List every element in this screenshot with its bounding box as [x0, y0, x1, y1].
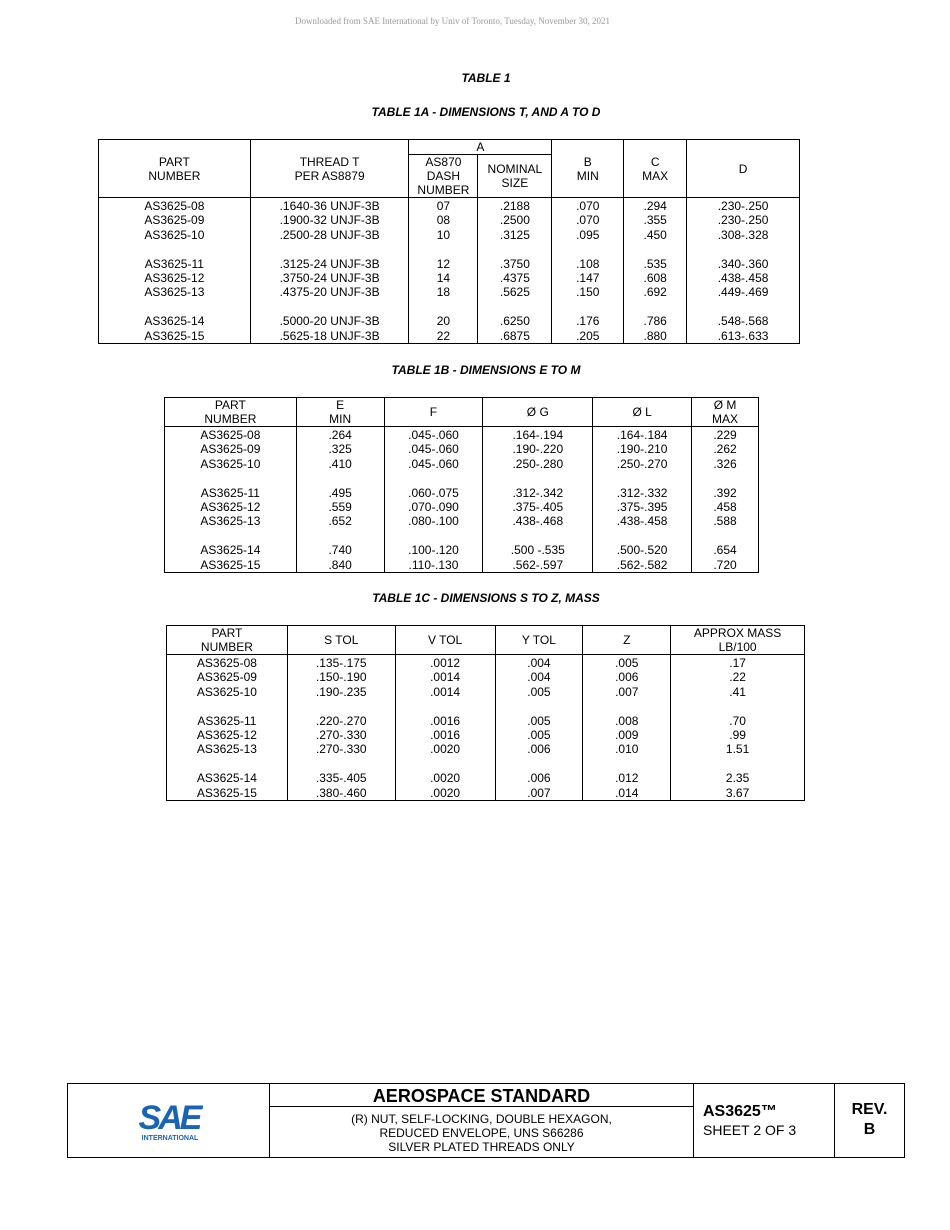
table-cell: .0020: [395, 742, 495, 756]
table-cell: .5000-20 UNJF-3B: [250, 314, 409, 328]
table-cell: .438-.458: [593, 514, 692, 528]
spacer-cell: [395, 699, 495, 713]
table-cell: .005: [583, 655, 671, 671]
table-cell: .562-.582: [593, 558, 692, 573]
header-approx-mass: APPROX MASS LB/100: [671, 626, 805, 655]
spacer-cell: [395, 757, 495, 771]
table-cell: .230-.250: [687, 198, 800, 214]
table-row: [167, 670, 805, 684]
table-cell: .786: [624, 314, 687, 328]
table-cell: .270-.330: [287, 728, 395, 742]
table-cell: .375-.405: [483, 500, 593, 514]
table-cell: AS3625-11: [99, 257, 251, 271]
table-row: [167, 655, 805, 671]
table-cell: .880: [624, 329, 687, 344]
table-cell: .3750: [478, 257, 552, 271]
spacer-cell: [495, 699, 583, 713]
table-cell: .410: [296, 457, 384, 471]
table-cell: AS3625-08: [165, 427, 297, 443]
table-row: [99, 329, 800, 344]
table-cell: .5625-18 UNJF-3B: [250, 329, 409, 344]
table-cell: .250-.270: [593, 457, 692, 471]
table-cell: .176: [552, 314, 624, 328]
spacer-cell: [296, 471, 384, 485]
table-cell: .045-.060: [384, 442, 483, 456]
spacer-cell: [250, 242, 409, 256]
table-cell: .4375-20 UNJF-3B: [250, 285, 409, 299]
spacer-cell: [583, 699, 671, 713]
table-cell: .262: [692, 442, 759, 456]
spacer-cell: [250, 300, 409, 314]
table-cell: .608: [624, 271, 687, 285]
table-1a: [98, 139, 800, 344]
table-cell: .190-.210: [593, 442, 692, 456]
table-cell: AS3625-08: [99, 198, 251, 214]
header-part-number: PART NUMBER: [165, 398, 297, 427]
table-cell: .380-.460: [287, 786, 395, 801]
header-v-tol: V TOL: [395, 626, 495, 655]
table-cell: .0020: [395, 771, 495, 785]
document-cell: [694, 1084, 835, 1157]
spacer-cell: [99, 242, 251, 256]
spacer-cell: [165, 471, 297, 485]
standard-heading: AEROSPACE STANDARD: [270, 1084, 693, 1107]
header-part-number: PART NUMBER: [99, 140, 251, 198]
table-cell: .2188: [478, 198, 552, 214]
group-spacer: [167, 699, 805, 713]
header-dia-m-max: Ø M MAX: [692, 398, 759, 427]
table-cell: .012: [583, 771, 671, 785]
table-cell: .2500-28 UNJF-3B: [250, 228, 409, 242]
table-cell: .270-.330: [287, 742, 395, 756]
table-cell: AS3625-11: [165, 486, 297, 500]
table-cell: .340-.360: [687, 257, 800, 271]
table-cell: .008: [583, 714, 671, 728]
table-cell: .654: [692, 543, 759, 557]
table-cell: .613-.633: [687, 329, 800, 344]
group-spacer: [165, 471, 759, 485]
spacer-cell: [296, 529, 384, 543]
table-cell: AS3625-14: [167, 771, 288, 785]
table-row: [165, 457, 759, 471]
table-1b-title: TABLE 1B - DIMENSIONS E TO M: [391, 363, 581, 377]
description-line: REDUCED ENVELOPE, UNS S66286: [379, 1126, 584, 1140]
table-cell: .375-.395: [593, 500, 692, 514]
table-cell: .562-.597: [483, 558, 593, 573]
table-cell: .100-.120: [384, 543, 483, 557]
title-block: [67, 1083, 905, 1158]
header-dia-l: Ø L: [593, 398, 692, 427]
table-cell: .006: [495, 771, 583, 785]
sae-logo-text: SAE: [138, 1099, 200, 1137]
table-cell: AS3625-09: [165, 442, 297, 456]
table-cell: AS3625-08: [167, 655, 288, 671]
group-spacer: [99, 300, 800, 314]
table-row: [99, 198, 800, 214]
table-cell: .250-.280: [483, 457, 593, 471]
table-cell: .070: [552, 213, 624, 227]
table-row: [167, 685, 805, 699]
table-cell: .450: [624, 228, 687, 242]
table-cell: .1900-32 UNJF-3B: [250, 213, 409, 227]
sae-logo-icon: [136, 1099, 206, 1143]
table-row: [99, 285, 800, 299]
table-cell: 2.35: [671, 771, 805, 785]
table-cell: .006: [583, 670, 671, 684]
spacer-cell: [478, 300, 552, 314]
spacer-cell: [671, 757, 805, 771]
spacer-cell: [583, 757, 671, 771]
group-spacer: [165, 529, 759, 543]
table-1a-title: TABLE 1A - DIMENSIONS T, AND A TO D: [371, 105, 601, 119]
spacer-cell: [483, 471, 593, 485]
header-e-min: E MIN: [296, 398, 384, 427]
spacer-cell: [593, 529, 692, 543]
spacer-cell: [692, 471, 759, 485]
header-dia-g: Ø G: [483, 398, 593, 427]
table-row: [167, 771, 805, 785]
table-cell: AS3625-13: [99, 285, 251, 299]
table-cell: .740: [296, 543, 384, 557]
table-cell: .335-.405: [287, 771, 395, 785]
table-cell: .3125-24 UNJF-3B: [250, 257, 409, 271]
table-cell: .060-.075: [384, 486, 483, 500]
table-cell: .1640-36 UNJF-3B: [250, 198, 409, 214]
table-cell: .135-.175: [287, 655, 395, 671]
table-row: [165, 427, 759, 443]
description-line: SILVER PLATED THREADS ONLY: [388, 1140, 575, 1154]
table-cell: .308-.328: [687, 228, 800, 242]
table-cell: .692: [624, 285, 687, 299]
spacer-cell: [552, 300, 624, 314]
table-cell: .392: [692, 486, 759, 500]
table-cell: .17: [671, 655, 805, 671]
table-cell: .0016: [395, 714, 495, 728]
table-cell: .264: [296, 427, 384, 443]
table-cell: .99: [671, 728, 805, 742]
revision-value: B: [863, 1121, 876, 1138]
table-cell: 12: [409, 257, 478, 271]
sae-logo-subtext: INTERNATIONAL: [141, 1135, 199, 1142]
table-cell: .0012: [395, 655, 495, 671]
table-cell: .652: [296, 514, 384, 528]
download-watermark: Downloaded from SAE International by Univ of Toronto, Tuesday, November 30, 2021: [294, 16, 611, 26]
table-cell: .326: [692, 457, 759, 471]
table-cell: .5625: [478, 285, 552, 299]
table-cell: .005: [495, 685, 583, 699]
group-spacer: [167, 757, 805, 771]
table-cell: .229: [692, 427, 759, 443]
table-cell: .006: [495, 742, 583, 756]
table-cell: .70: [671, 714, 805, 728]
spacer-cell: [483, 529, 593, 543]
table-cell: AS3625-15: [167, 786, 288, 801]
table-row: [167, 728, 805, 742]
table-cell: .045-.060: [384, 427, 483, 443]
description-line: (R) NUT, SELF-LOCKING, DOUBLE HEXAGON,: [351, 1112, 612, 1126]
table-cell: .559: [296, 500, 384, 514]
table-cell: .325: [296, 442, 384, 456]
table-cell: .220-.270: [287, 714, 395, 728]
table-1c-title: TABLE 1C - DIMENSIONS S TO Z, MASS: [372, 591, 600, 605]
table-row: [165, 442, 759, 456]
spacer-cell: [687, 300, 800, 314]
table-1-title: TABLE 1: [461, 71, 511, 85]
spacer-cell: [624, 300, 687, 314]
spacer-cell: [165, 529, 297, 543]
table-row: [167, 786, 805, 801]
table-cell: .164-.194: [483, 427, 593, 443]
table-cell: .0016: [395, 728, 495, 742]
table-cell: .108: [552, 257, 624, 271]
table-cell: .6875: [478, 329, 552, 344]
table-cell: .007: [495, 786, 583, 801]
table-cell: .312-.332: [593, 486, 692, 500]
table-cell: AS3625-10: [167, 685, 288, 699]
table-row: [165, 486, 759, 500]
table-cell: .2500: [478, 213, 552, 227]
table-cell: .535: [624, 257, 687, 271]
spacer-cell: [593, 471, 692, 485]
table-cell: .147: [552, 271, 624, 285]
table-cell: 3.67: [671, 786, 805, 801]
table-cell: .150-.190: [287, 670, 395, 684]
table-cell: 10: [409, 228, 478, 242]
sheet-number: SHEET 2 OF 3: [703, 1122, 797, 1138]
table-cell: .190-.235: [287, 685, 395, 699]
table-row: [165, 514, 759, 528]
table-cell: .004: [495, 670, 583, 684]
table-cell: .458: [692, 500, 759, 514]
header-f: F: [384, 398, 483, 427]
table-cell: .005: [495, 714, 583, 728]
table-cell: .840: [296, 558, 384, 573]
revision-label: REV.: [851, 1101, 888, 1118]
table-cell: AS3625-12: [167, 728, 288, 742]
table-1b: [164, 397, 759, 573]
spacer-cell: [692, 529, 759, 543]
table-cell: AS3625-09: [99, 213, 251, 227]
spacer-cell: [287, 699, 395, 713]
header-b-min: B MIN: [552, 140, 624, 198]
table-row: [99, 228, 800, 242]
table-cell: .014: [583, 786, 671, 801]
table-cell: AS3625-12: [99, 271, 251, 285]
table-cell: .720: [692, 558, 759, 573]
header-part-number: PART NUMBER: [167, 626, 288, 655]
header-c-max: C MAX: [624, 140, 687, 198]
table-cell: .438-.468: [483, 514, 593, 528]
table-cell: .548-.568: [687, 314, 800, 328]
table-cell: AS3625-14: [165, 543, 297, 557]
table-cell: AS3625-13: [165, 514, 297, 528]
document-number: AS3625™: [703, 1103, 777, 1120]
spacer-cell: [624, 242, 687, 256]
table-cell: AS3625-12: [165, 500, 297, 514]
spacer-cell: [167, 757, 288, 771]
table-cell: .312-.342: [483, 486, 593, 500]
header-d: D: [687, 140, 800, 198]
spacer-cell: [99, 300, 251, 314]
spacer-cell: [552, 242, 624, 256]
table-cell: AS3625-15: [165, 558, 297, 573]
table-cell: .205: [552, 329, 624, 344]
table-cell: .438-.458: [687, 271, 800, 285]
table-cell: 1.51: [671, 742, 805, 756]
spacer-cell: [687, 242, 800, 256]
table-row: [99, 314, 800, 328]
spacer-cell: [478, 242, 552, 256]
table-row: [99, 213, 800, 227]
table-cell: .6250: [478, 314, 552, 328]
header-a-group: A: [409, 140, 552, 155]
spacer-cell: [409, 300, 478, 314]
table-cell: 07: [409, 198, 478, 214]
table-cell: .164-.184: [593, 427, 692, 443]
table-cell: .110-.130: [384, 558, 483, 573]
table-cell: .010: [583, 742, 671, 756]
part-description: [270, 1107, 693, 1154]
table-cell: 14: [409, 271, 478, 285]
table-row: [165, 543, 759, 557]
spacer-cell: [495, 757, 583, 771]
table-cell: .588: [692, 514, 759, 528]
table-cell: AS3625-13: [167, 742, 288, 756]
table-cell: .095: [552, 228, 624, 242]
table-cell: AS3625-09: [167, 670, 288, 684]
header-s-tol: S TOL: [287, 626, 395, 655]
table-cell: .294: [624, 198, 687, 214]
spacer-cell: [167, 699, 288, 713]
logo-cell: [68, 1084, 270, 1157]
table-cell: 22: [409, 329, 478, 344]
table-cell: 20: [409, 314, 478, 328]
table-cell: AS3625-10: [165, 457, 297, 471]
table-cell: .495: [296, 486, 384, 500]
table-cell: 18: [409, 285, 478, 299]
table-row: [165, 500, 759, 514]
table-cell: .005: [495, 728, 583, 742]
table-cell: .150: [552, 285, 624, 299]
table-cell: 08: [409, 213, 478, 227]
table-cell: .0014: [395, 670, 495, 684]
spacer-cell: [384, 471, 483, 485]
table-cell: .0014: [395, 685, 495, 699]
table-cell: .500-.520: [593, 543, 692, 557]
header-z: Z: [583, 626, 671, 655]
table-row: [99, 257, 800, 271]
table-cell: .0020: [395, 786, 495, 801]
table-cell: .070: [552, 198, 624, 214]
spacer-cell: [409, 242, 478, 256]
table-row: [99, 271, 800, 285]
title-cell: [270, 1084, 694, 1157]
table-cell: AS3625-11: [167, 714, 288, 728]
header-as870-dash-number: AS870 DASH NUMBER: [409, 155, 478, 198]
group-spacer: [99, 242, 800, 256]
table-cell: .007: [583, 685, 671, 699]
table-cell: .230-.250: [687, 213, 800, 227]
header-nominal-size: NOMINAL SIZE: [478, 155, 552, 198]
table-cell: AS3625-15: [99, 329, 251, 344]
table-cell: .500 -.535: [483, 543, 593, 557]
table-cell: .004: [495, 655, 583, 671]
table-cell: AS3625-14: [99, 314, 251, 328]
spacer-cell: [384, 529, 483, 543]
spacer-cell: [287, 757, 395, 771]
table-cell: .045-.060: [384, 457, 483, 471]
table-row: [167, 714, 805, 728]
table-cell: .355: [624, 213, 687, 227]
table-cell: .3750-24 UNJF-3B: [250, 271, 409, 285]
revision-cell: [835, 1084, 904, 1157]
table-cell: AS3625-10: [99, 228, 251, 242]
table-cell: .41: [671, 685, 805, 699]
header-thread-t: THREAD T PER AS8879: [250, 140, 409, 198]
spacer-cell: [671, 699, 805, 713]
table-cell: .009: [583, 728, 671, 742]
table-cell: .070-.090: [384, 500, 483, 514]
table-1c: [166, 625, 805, 801]
table-cell: .3125: [478, 228, 552, 242]
table-cell: .449-.469: [687, 285, 800, 299]
header-y-tol: Y TOL: [495, 626, 583, 655]
table-cell: .22: [671, 670, 805, 684]
table-row: [167, 742, 805, 756]
table-cell: .080-.100: [384, 514, 483, 528]
table-cell: .190-.220: [483, 442, 593, 456]
table-row: [165, 558, 759, 573]
table-cell: .4375: [478, 271, 552, 285]
